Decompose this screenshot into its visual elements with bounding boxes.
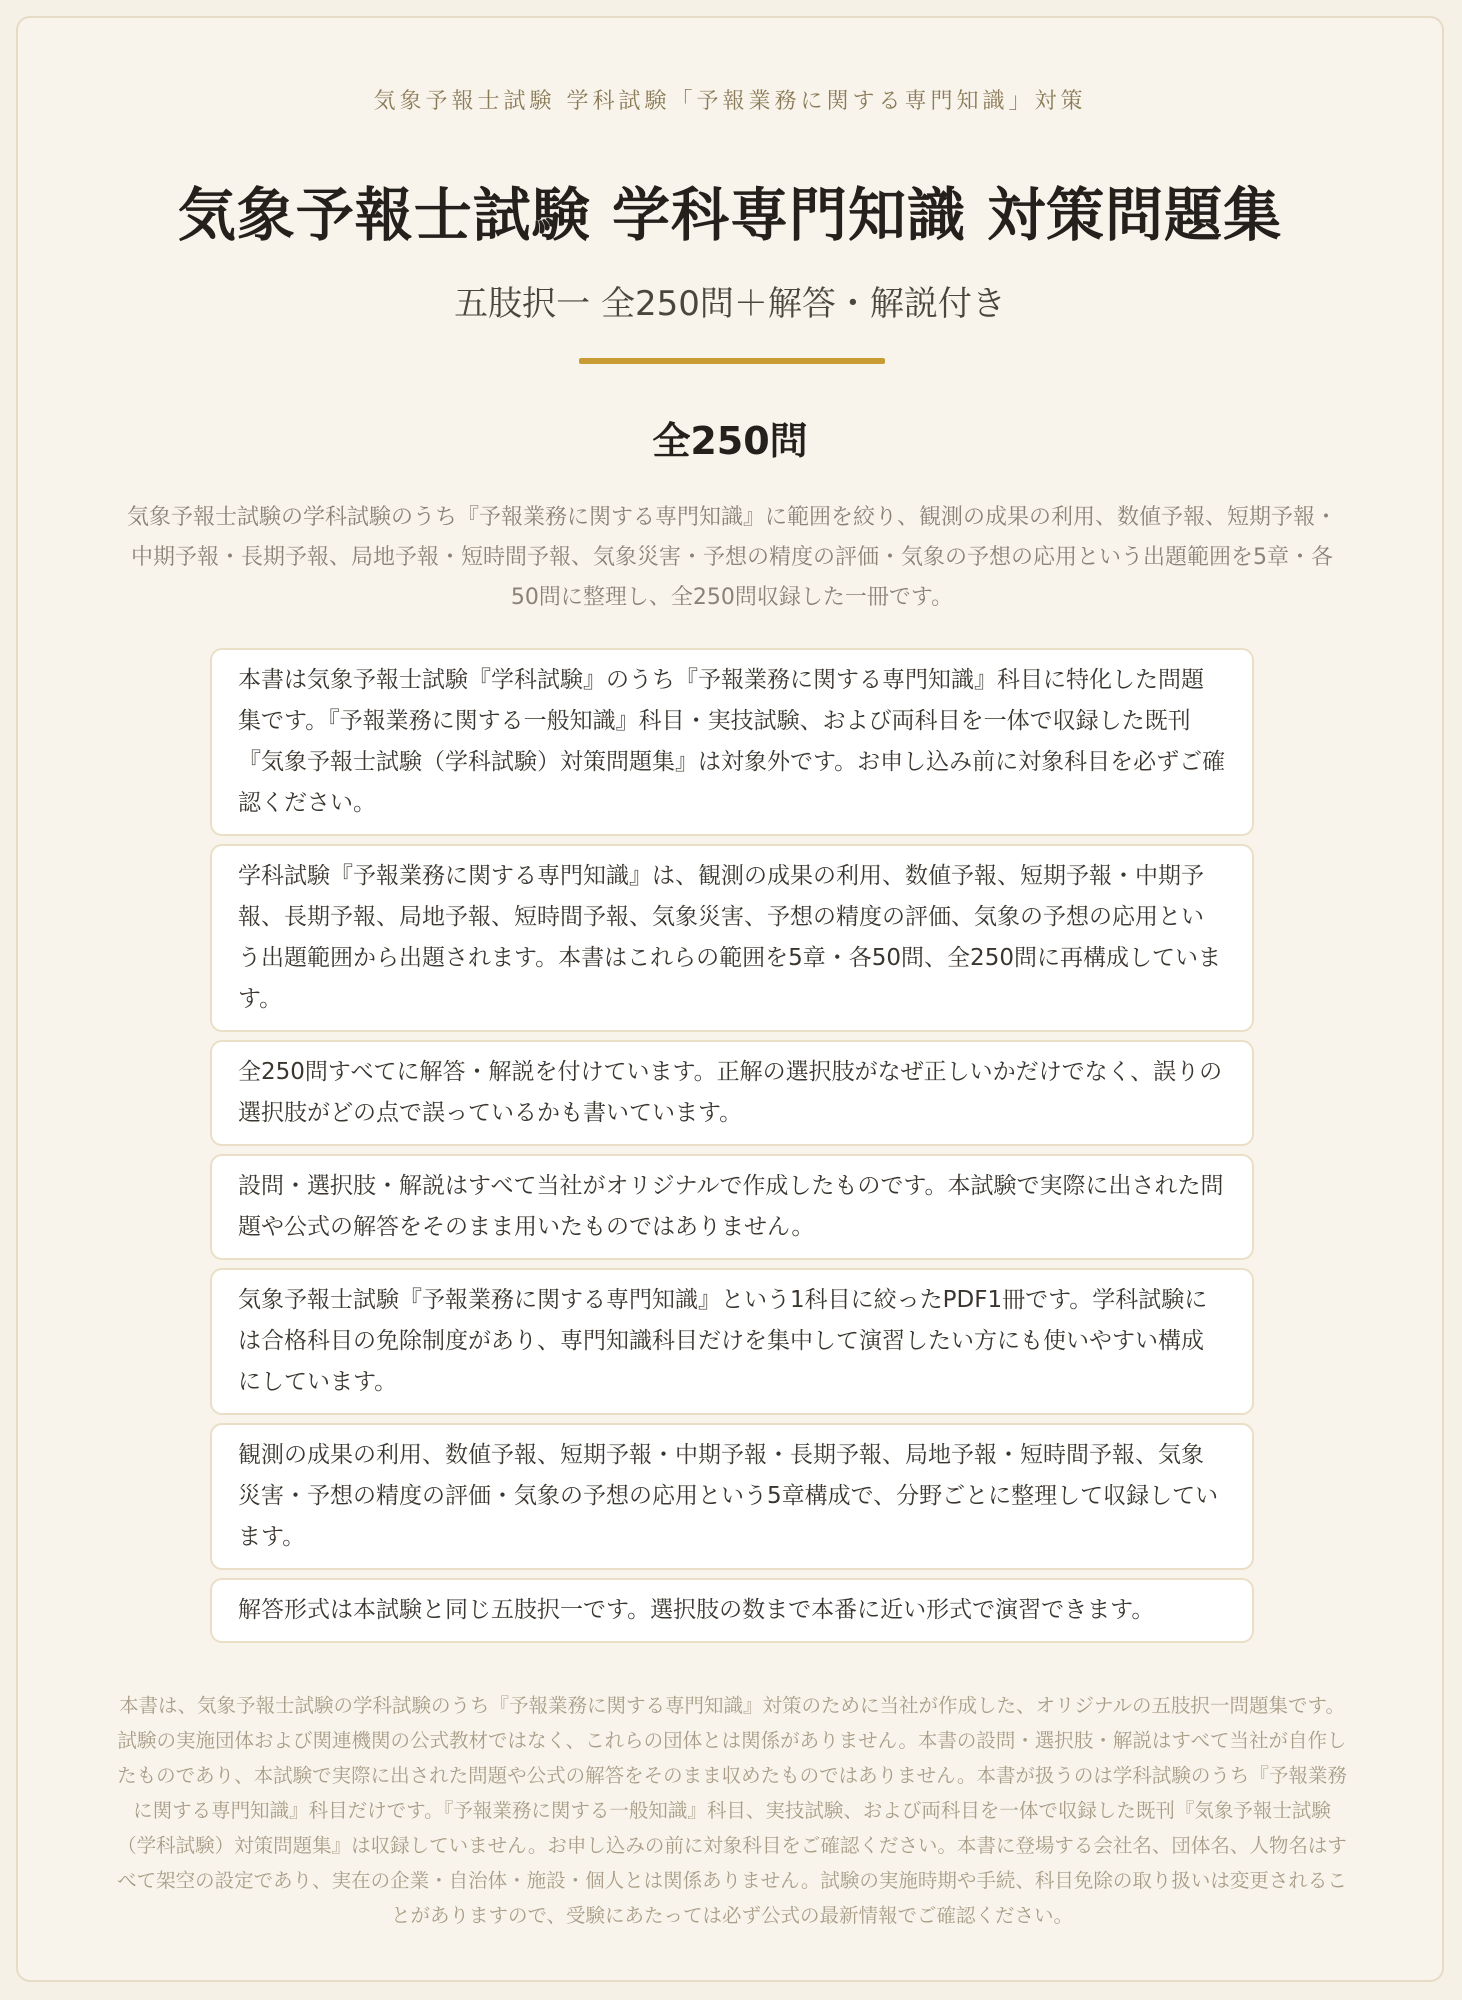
intro-paragraph: 気象予報士試験の学科試験のうち『予報業務に関する専門知識』に範囲を絞り、観測の成果の利用、数値予報、短期予報・中期予報・長期予報、局地予報・短時間予報、気象災害・予想の精度の評価・気象の予想の応用という出題範囲を5章・各50問に整理し、全250問収録した一冊です。 [126, 505, 1337, 610]
document-page [16, 16, 1444, 1982]
question-count: 全250問 [652, 419, 808, 463]
feature-card: 気象予報士試験『予報業務に関する専門知識』という1科目に絞ったPDF1冊です。学科試験には合格科目の免除制度があり、専門知識科目だけを集中して演習したい方にも使いやすい構成にしています。 [210, 1268, 1254, 1415]
feature-card: 全250問すべてに解答・解説を付けています。正解の選択肢がなぜ正しいかだけでなく、誤りの選択肢がどの点で誤っているかも書いています。 [210, 1040, 1254, 1146]
feature-card: 解答形式は本試験と同じ五肢択一です。選択肢の数まで本番に近い形式で演習できます。 [210, 1578, 1254, 1643]
page-subtitle: 五肢択一 全250問＋解答・解説付き [454, 284, 1006, 324]
eyebrow-text: 気象予報士試験 学科試験「予報業務に関する専門知識」対策 [373, 89, 1087, 114]
feature-card: 学科試験『予報業務に関する専門知識』は、観測の成果の利用、数値予報、短期予報・中期予報、長期予報、局地予報、短時間予報、気象災害、予想の精度の評価、気象の予想の応用という出題範囲から出題されます。本書はこれらの範囲を5章・各50問、全250問に再構成しています。 [210, 844, 1254, 1032]
feature-card: 本書は気象予報士試験『学科試験』のうち『予報業務に関する専門知識』科目に特化した問題集です。『予報業務に関する一般知識』科目・実技試験、および両科目を一体で収録した既刊『気象予報士試験（学科試験）対策問題集』は対象外です。お申し込み前に対象科目を必ずご確認ください。 [210, 648, 1254, 836]
disclaimer-text: 本書は、気象予報士試験の学科試験のうち『予報業務に関する専門知識』対策のために当社が作成した、オリジナルの五肢択一問題集です。試験の実施団体および関連機関の公式教材ではなく、これらの団体とは関係がありません。本書の設問・選択肢・解説はすべて当社が自作したものであり、本試験で実際に出された問題や公式の解答をそのまま収めたものではありません。本書が扱うのは学科試験のうち『予報業務に関する専門知識』科目だけです。『予報業務に関する一般知識』科目、実技試験、および両科目を一体で収録した既刊『気象予報士試験（学科試験）対策問題集』は収録していません。お申し込みの前に対象科目をご確認ください。本書に登場する会社名、団体名、人物名はすべて架空の設定であり、実在の企業・自治体・施設・個人とは関係ありません。試験の実施時期や手続、科目免除の取り扱いは変更されることがありますので、受験にあたっては必ず公式の最新情報でご確認ください。 [117, 1694, 1347, 1927]
page-title: 気象予報士試験 学科専門知識 対策問題集 [177, 181, 1283, 249]
feature-card: 観測の成果の利用、数値予報、短期予報・中期予報・長期予報、局地予報・短時間予報、気象災害・予想の精度の評価・気象の予想の応用という5章構成で、分野ごとに整理して収録しています。 [210, 1423, 1254, 1570]
feature-card: 設問・選択肢・解説はすべて当社がオリジナルで作成したものです。本試験で実際に出された問題や公式の解答をそのまま用いたものではありません。 [210, 1154, 1254, 1260]
accent-divider [579, 358, 885, 364]
